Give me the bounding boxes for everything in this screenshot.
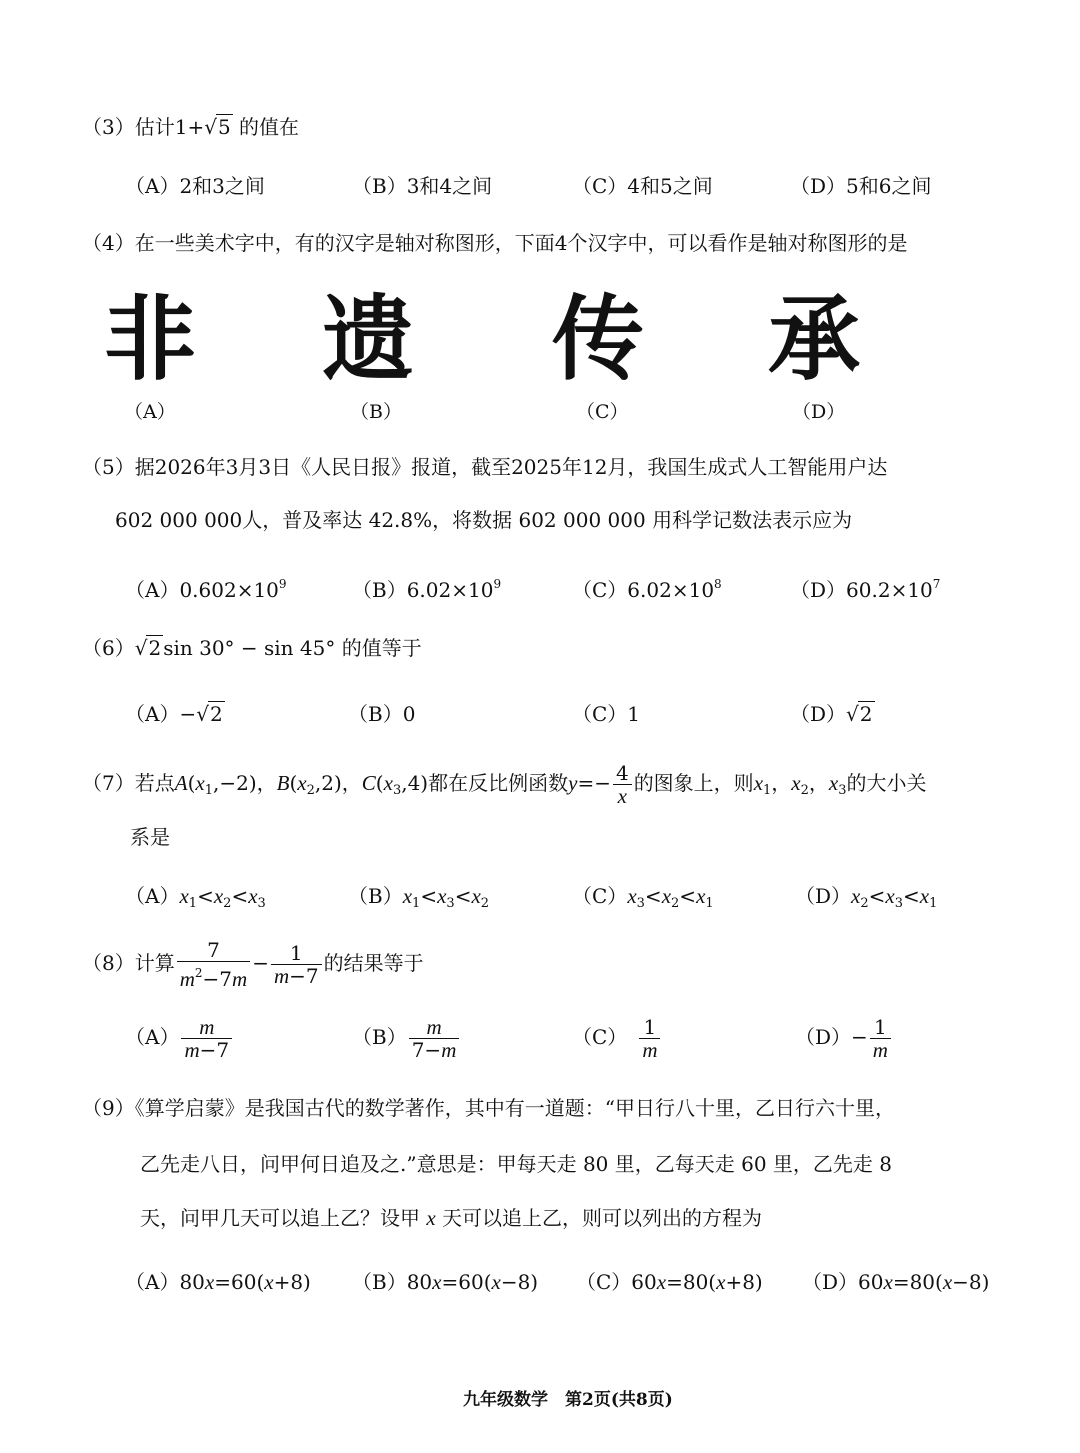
q9-option-d: （D）60x=80(x−8) (802, 1270, 990, 1294)
q4-label-d: （D） (792, 401, 846, 423)
q3-option-b: （B）3和4之间 (352, 174, 493, 198)
q8-option-b: （B） $\frac{m}{7-m}$ (352, 1012, 461, 1062)
q4-stem: （4）在一些美术字中，有的汉字是轴对称图形，下面4个汉字中，可以看作是轴对称图形的是 (82, 231, 908, 255)
q3-stem: （3）估计1+√5 的值在 (82, 115, 300, 139)
q6-option-d: （D）√2 (790, 702, 873, 726)
q8-option-c: （C） $\frac{1}{m}$ (572, 1012, 662, 1062)
q4-char-c: 传 (552, 286, 645, 393)
q6-option-a: （A）−√2 (125, 702, 223, 726)
q8-option-d: （D）− $\frac{1}{m}$ (795, 1012, 893, 1062)
q7-line1: （7）若点$A(x_1,-2)$，$B(x_2,2)$，$C(x_3,4)$都在反比例函数y=− $\frac{4}{x}$ 的图象上，则$x_1$，$x_2$，$x_3$的大小关 (82, 761, 927, 808)
q4-label-c: （C） (576, 401, 629, 423)
q8-stem: （8）计算 $\frac{7}{m^2-7m}$ − $\frac{1}{m-7}$ 的结果等于 (82, 938, 424, 991)
q7-line2: 系是 (130, 825, 170, 849)
q9-line2: 乙先走八日，问甲何日追及之.”意思是：甲每天走 80 里，乙每天走 60 里，乙先走 8 (140, 1152, 892, 1176)
q3-option-a: （A）2和3之间 (125, 174, 265, 198)
q9-option-b: （B）80x=60(x−8) (352, 1270, 539, 1294)
q9-line1: （9）《算学启蒙》是我国古代的数学著作，其中有一道题：“甲日行八十里，乙日行六十里， (82, 1096, 895, 1120)
q4-label-a: （A） (124, 401, 176, 423)
q7-option-d: $(D)x_2<x_3<x_1$ (795, 884, 938, 911)
q5-option-a: $(A)0.602\times 10^9$ (125, 577, 287, 602)
q7-option-b: $(B)x_1<x_3<x_2$ (348, 884, 490, 911)
q5-line2: 602 000 000人，普及率达 42.8%，将数据 602 000 000 用科学记数法表示应为 (115, 508, 853, 532)
q4-char-d: 承 (768, 286, 861, 393)
q4-char-b: 遗 (322, 286, 415, 393)
q8-option-a: （A） $\frac{m}{m-7}$ (125, 1012, 234, 1062)
q5-option-c: $(C)6.02\times 10^8$ (572, 577, 722, 602)
q6-option-c: （C）1 (572, 702, 641, 726)
q6-option-b: （B）0 (348, 702, 416, 726)
q6-stem: （6）√2 sin 30° − sin 45° 的值等于 (82, 636, 422, 660)
q7-option-c: $(C)x_3<x_2<x_1$ (572, 884, 714, 911)
q3-option-d: （D）5和6之间 (790, 174, 932, 198)
q5-option-b: $(B)6.02\times 10^9$ (352, 577, 502, 602)
q4-label-b: （B） (350, 401, 402, 423)
q9-option-c: （C）60x=80(x+8) (576, 1270, 763, 1294)
q3-option-c: （C）4和5之间 (572, 174, 713, 198)
q7-option-a: $(A)x_1<x_2<x_3$ (125, 884, 266, 911)
page-footer: 九年级数学 第2页(共8页) (463, 1390, 673, 1410)
q4-char-a: 非 (104, 286, 197, 393)
q3-number: （3） (82, 115, 135, 139)
q5-line1: （5）据2026年3月3日《人民日报》报道，截至2025年12月，我国生成式人工智能用户达 (82, 455, 888, 479)
q9-line3: 天，问甲几天可以追上乙？设甲 x 天可以追上乙，则可以列出的方程为 (140, 1206, 763, 1230)
q9-option-a: （A）80x=60(x+8) (125, 1270, 311, 1294)
q5-option-d: $(D)60.2\times 10^7$ (790, 577, 941, 602)
